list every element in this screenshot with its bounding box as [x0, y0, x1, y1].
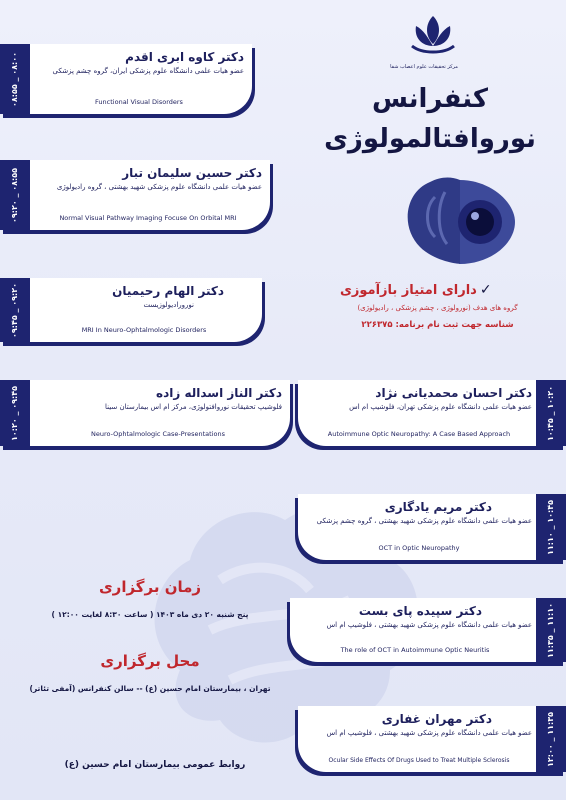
speaker-card-left-1 — [0, 44, 252, 114]
speaker-affiliation: عضو هیات علمی دانشگاه علوم پزشکی شهید بهشتی ، گروه چشم پزشکی — [316, 517, 532, 525]
time-tab: ۱۲:۰۰ _ ۱۱:۳۵ — [536, 706, 566, 772]
talk-topic: Functional Visual Disorders — [95, 98, 183, 106]
place-value: تهران ، بیمارستان امام حسین (ع) -- سالن کنفرانس (آمفی تئاتر) — [29, 684, 271, 693]
speaker-affiliation: نورورادیولوزیست — [143, 301, 194, 309]
credit-id: شناسه جهت ثبت نام برنامه: ۲۲۶۳۷۵ — [361, 320, 514, 330]
time-tab: ۰۹:۲۰ _ ۰۸:۵۵ — [0, 160, 30, 230]
speaker-name: دکتر احسان محمدیانی نژاد — [375, 386, 532, 400]
lotus-logo-icon — [408, 12, 458, 58]
speaker-name: دکتر الناز اسداله زاده — [156, 386, 282, 400]
credit-block — [340, 282, 535, 330]
time-tab: ۰۹:۴۵ _ ۰۹:۲۰ — [0, 278, 30, 342]
speaker-card-left-3 — [0, 278, 262, 342]
time-tab: ۱۱:۱۰ _ ۱۰:۴۵ — [536, 494, 566, 560]
talk-topic: MRI In Neuro-Ophtalmologic Disorders — [81, 326, 207, 334]
title-line-2: نوروافتالمولوژی — [324, 124, 536, 154]
time-heading: زمان برگزاری — [98, 578, 202, 596]
speaker-affiliation: عضو هیات علمی دانشگاه علوم پزشکی شهید بهشتی ، گروه رادیولوژی — [56, 183, 262, 191]
speaker-card-right-1 — [298, 380, 566, 446]
talk-topic: OCT in Optic Neuropathy — [378, 544, 460, 552]
speaker-affiliation: عضو هیات علمی دانشگاه علوم پزشکی تهران، فلوشیپ ام اس — [349, 403, 532, 411]
time-value: پنج شنبه ۲۰ دی ماه ۱۴۰۳ ( ساعت ۸:۳۰ لغایت ۱۲:۰۰ ) — [51, 610, 249, 619]
speaker-card-right-3 — [290, 598, 566, 662]
time-tab: ۱۰:۴۵ _ ۱۰:۲۰ — [536, 380, 566, 446]
speaker-name: دکتر الهام رحیمیان — [112, 284, 224, 298]
eye-brain-icon — [395, 172, 525, 267]
title-line-1: کنفرانس — [371, 84, 489, 114]
check-icon: ✓ — [479, 282, 492, 298]
speaker-affiliation: عضو هیات علمی دانشگاه علوم پزشکی شهید بهشتی ، فلوشیپ ام اس — [326, 729, 532, 737]
talk-topic: Autoimmune Optic Neuropathy: A Case Based Approach — [327, 430, 511, 438]
speaker-name: دکتر حسین سلیمان تبار — [122, 166, 262, 180]
credit-groups: گروه های هدف (نورولوژی ، چشم پزشکی ، رادیولوژی) — [357, 304, 518, 312]
speaker-card-right-4 — [298, 706, 566, 772]
speaker-card-right-2 — [298, 494, 566, 560]
place-heading: محل برگزاری — [100, 652, 200, 670]
talk-topic: Neuro-Ophtalmologic Case-Presentations — [91, 430, 225, 438]
speaker-name: دکتر مریم یادگاری — [384, 500, 492, 514]
talk-topic: The role of OCT in Autoimmune Optic Neuritis — [340, 646, 490, 654]
logo — [390, 12, 458, 76]
speaker-affiliation: عضو هیات علمی دانشگاه علوم پزشکی ایران، گروه چشم پزشکی — [52, 67, 244, 75]
talk-topic: Ocular Side Effects Of Drugs Used to Treat Multiple Sclerosis — [328, 757, 510, 764]
speaker-name: دکتر کاوه ابری اقدم — [125, 50, 244, 64]
footer-text: روابط عمومی بیمارستان امام حسین (ع) — [64, 760, 246, 770]
speaker-affiliation: فلوشیپ تحقیقات نوروافتولوژی، مرکز ام اس بیمارستان سینا — [105, 403, 282, 411]
speaker-affiliation: عضو هیات علمی دانشگاه علوم پزشکی شهید بهشتی ، فلوشیپ ام اس — [326, 621, 532, 629]
credit-headline: دارای امتیاز بازآموزی — [340, 282, 477, 298]
speaker-card-left-4 — [0, 380, 290, 446]
speaker-card-left-2 — [0, 160, 270, 230]
speaker-name: دکتر مهران غفاری — [381, 712, 492, 726]
speaker-name: دکتر سپیده پای بست — [358, 604, 482, 618]
time-tab: ۱۰:۲۰ _ ۰۹:۴۵ — [0, 380, 30, 446]
time-tab: ۱۱:۳۵ _ ۱۱:۱۰ — [536, 598, 566, 662]
logo-text: مرکز تحقیقات علوم اعصاب شفا — [390, 64, 458, 70]
time-tab: ۰۸:۵۵ _ ۰۸:۰۰ — [0, 44, 30, 114]
talk-topic: Normal Visual Pathway Imaging Focuse On Orbital MRI — [59, 214, 237, 222]
